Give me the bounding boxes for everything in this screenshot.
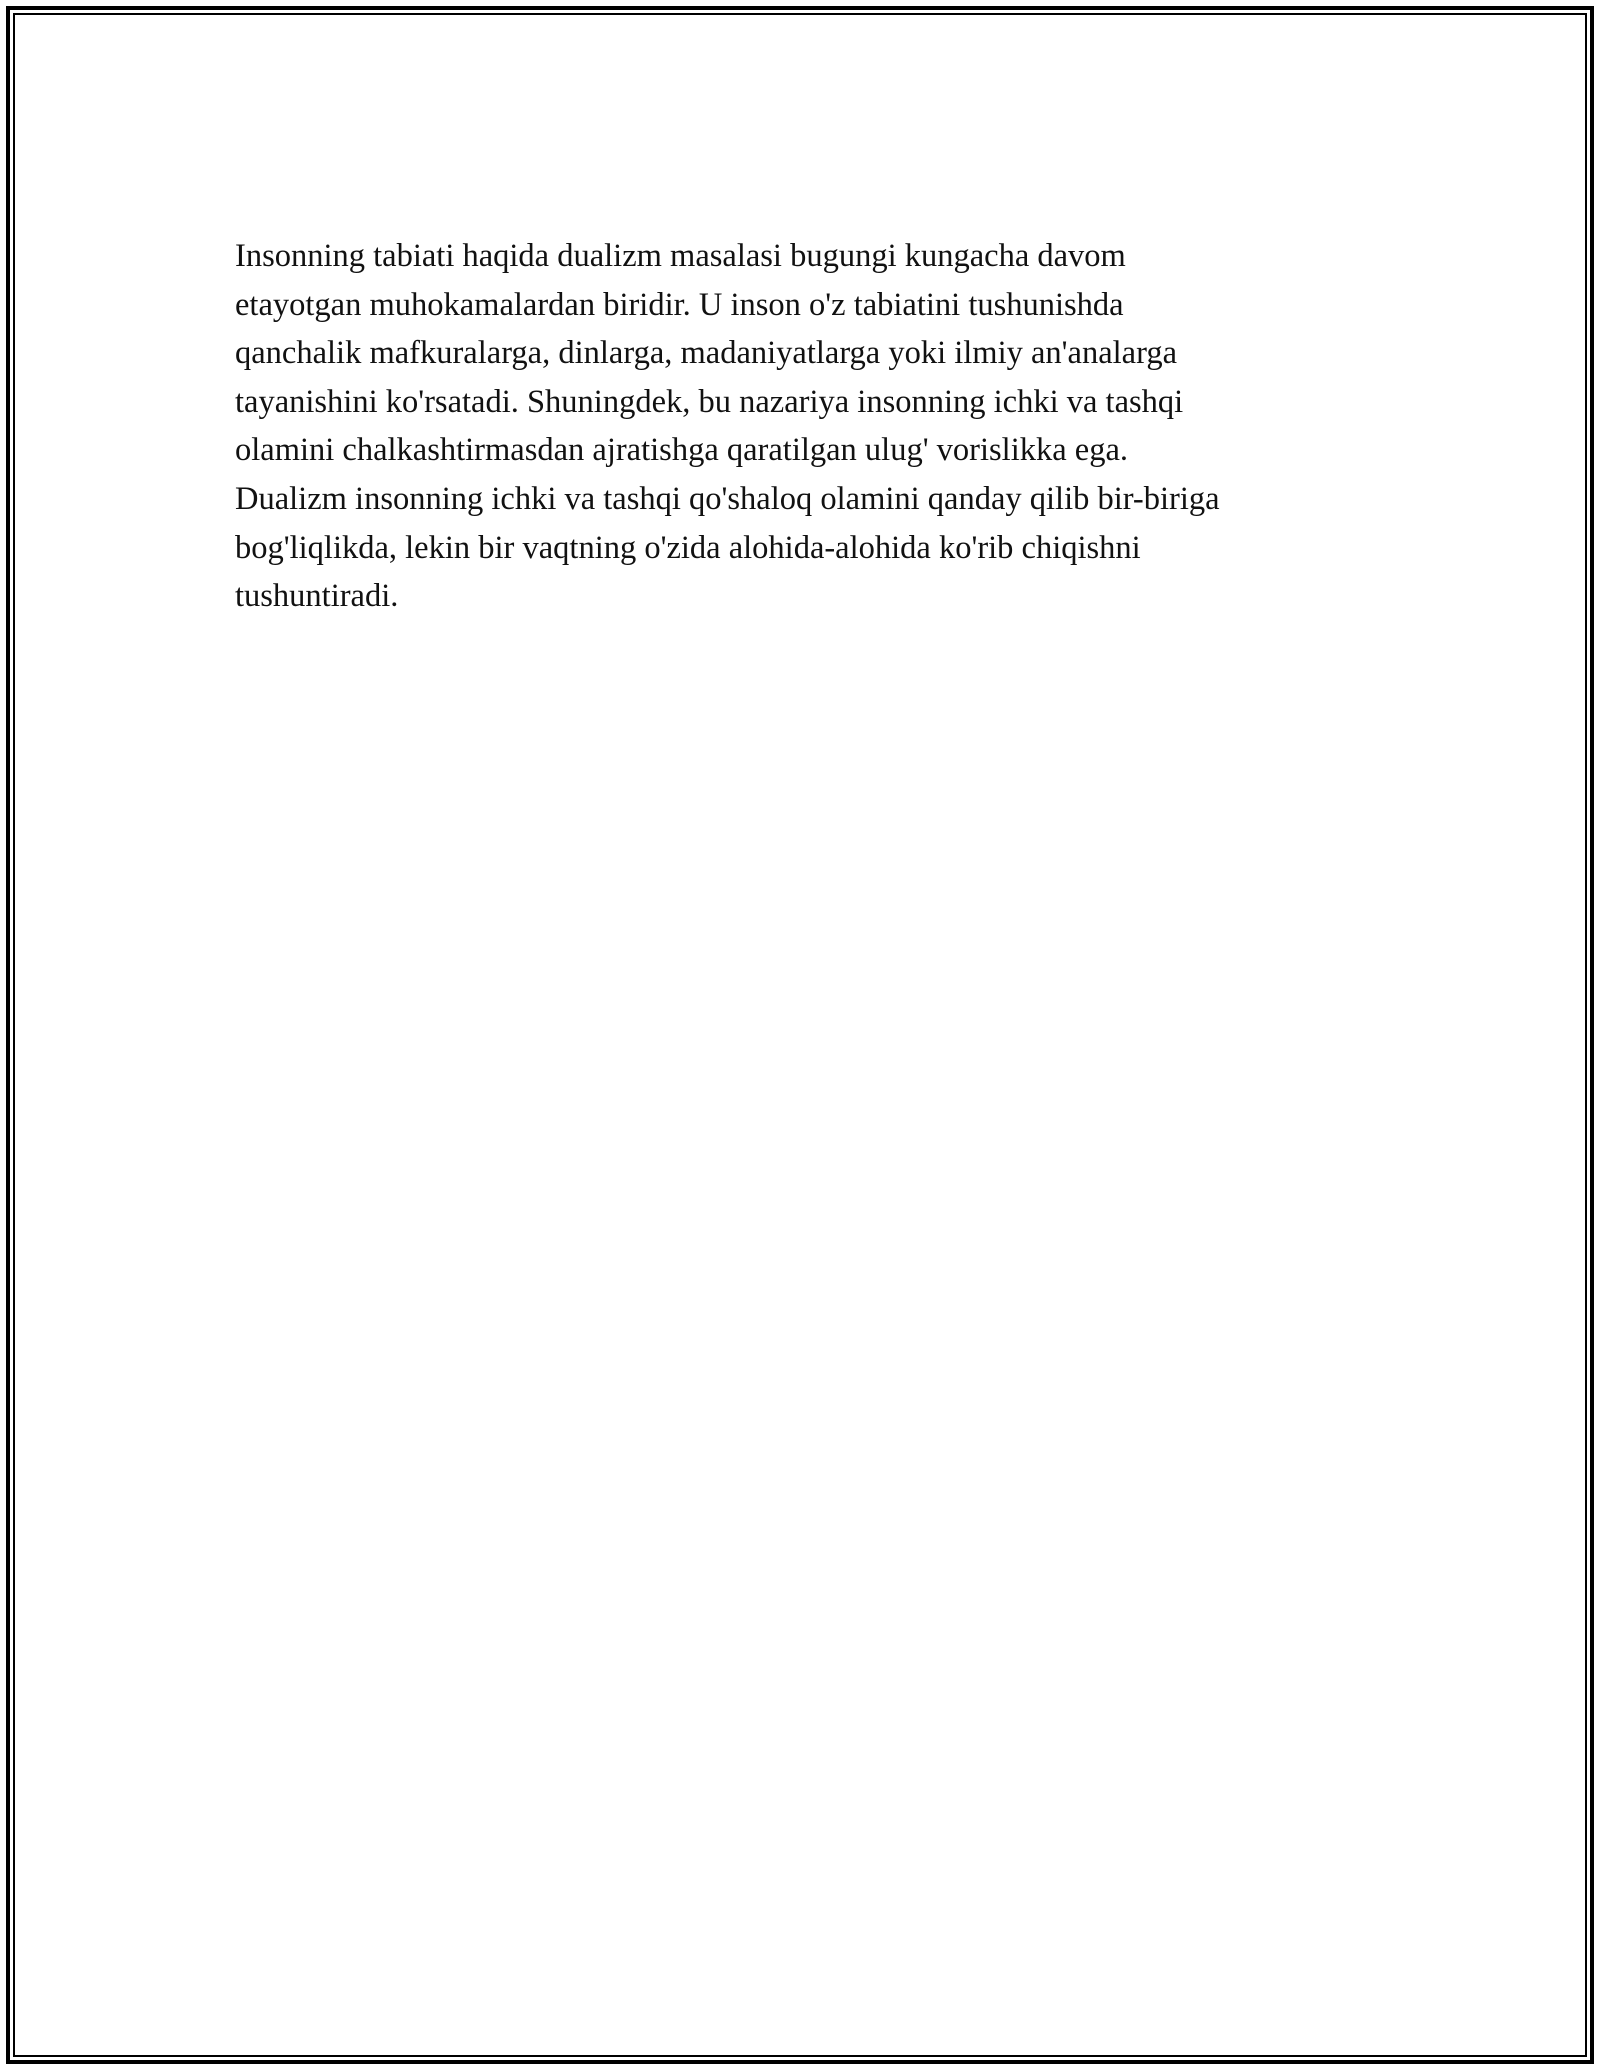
paragraph-line: Dualizm insonning ichki va tashqi qo'shaloq olamini qanday qilib bir-biriga <box>235 480 1220 517</box>
paragraph-line: olamini chalkashtirmasdan ajratishga qaratilgan ulug' vorislikka ega. <box>235 432 1129 469</box>
paragraph-line: Insonning tabiati haqida dualizm masalasi bugungi kungacha davom <box>235 238 1126 274</box>
paragraph-line: bog'liqlikda, lekin bir vaqtning o'zida alohida-alohida ko'rib chiqishni <box>235 529 1141 566</box>
paragraph-line: tushuntiradi. <box>235 578 399 615</box>
paragraph-line: tayanishini ko'rsatadi. Shuningdek, bu nazariya insonning ichki va tashqi <box>235 383 1184 420</box>
paragraph-line: qanchalik mafkuralarga, dinlarga, madaniyatlarga yoki ilmiy an'analarga <box>235 335 1177 372</box>
paragraph-line: etayotgan muhokamalardan biridir. U inson o'z tabiatini tushunishda <box>235 286 1124 323</box>
body-paragraph <box>235 232 1375 621</box>
